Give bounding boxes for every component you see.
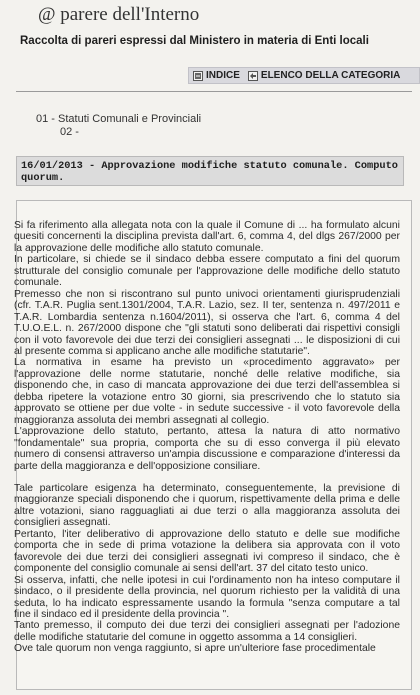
paragraph: Tale particolare esigenza ha determinato, conseguentemente, la previsione di maggioranze speciali disponendo che i quorum, rispettivamente della prima e delle altre votazioni, siano ragguagliati ai due terzi o alla maggioranza assoluta dei consiglieri assegnati. xyxy=(14,482,400,529)
paragraph: Pertanto, l'iter deliberativo di approvazione dello statuto e delle sue modifiche comporta che in sede di prima votazione la delibera sia approvata con il voto favorevole dei due terzi dei consiglieri assegnati ivi compreso il sindaco, che è componente del consiglio comunale ai sensi dell'art. 37 del citato testo unico. xyxy=(14,528,400,575)
index-link[interactable] xyxy=(193,70,240,81)
site-subtitle: Raccolta di pareri espressi dal Ministero in materia di Enti locali xyxy=(20,35,369,47)
category-label: ELENCO DELLA CATEGORIA xyxy=(260,70,401,81)
breadcrumb-level-1: 01 - Statuti Comunali e Provinciali xyxy=(36,113,202,125)
site-brand: @ parere dell'Interno xyxy=(38,4,200,25)
paragraph: Si fa riferimento alla allegata nota con la quale il Comune di ... ha formulato alcuni quesiti concernenti la disciplina prevista dall'art. 6, comma 4, del dlgs 267/2000 per la approvazione delle modifiche allo statuto comunale. xyxy=(14,220,400,254)
paragraph: La normativa in esame ha previsto un «procedimento aggravato» per l'approvazione delle norme statutarie, nonché delle relative modifiche, sia disponendo che, in caso di mancata approvazione dei due terzi dell'assemblea si debba ripetere la votazione entro 30 giorni, sia prescrivendo che lo statuto sia approvato se ottiene per due volte - in sedute successive - il voto favorevole della maggioranza assoluta dei membri assegnati al collegio. xyxy=(14,357,400,426)
paragraph: Si osserva, infatti, che nelle ipotesi in cui l'ordinamento non ha inteso computare il sindaco, o il presidente della provincia, nel quorum richiesto per la validità di una seduta, lo ha indicato espressamente usando la formula "senza computare a tal fine il sindaco ed il presidente della provincia ". xyxy=(14,574,400,620)
paragraph: Ove tale quorum non venga raggiunto, si apre un'ulteriore fase procedimentale xyxy=(14,643,376,655)
nav-bar xyxy=(188,67,420,84)
breadcrumb-level-2: 02 - xyxy=(60,126,79,138)
divider xyxy=(16,91,412,92)
paragraph: In particolare, si chiede se il sindaco debba essere computato a fini del quorum strutturale del consiglio comunale per l'approvazione delle modifiche dello statuto comunale. xyxy=(14,254,400,289)
paragraph: Tanto premesso, il computo dei due terzi dei consiglieri assegnati per l'adozione delle modifiche statutarie del comune in oggetto assomma a 14 consiglieri. xyxy=(14,620,400,643)
index-icon xyxy=(193,71,203,81)
document-body xyxy=(14,220,400,655)
category-icon xyxy=(248,71,258,81)
category-list-link[interactable] xyxy=(248,70,400,81)
record-title: 16/01/2013 - Approvazione modifiche statuto comunale. Computo quorum. xyxy=(16,156,404,186)
paragraph: L'approvazione dello statuto, pertanto, attesa la natura di atto normativo "fondamentale" sua propria, comporta che su di esso converga il più elevato numero di consensi attraverso un'ampia discussione e comparazione d'interessi da parte della maggioranza e dell'opposizione consiliare. xyxy=(14,426,400,472)
index-label: INDICE xyxy=(206,70,240,81)
paragraph: Premesso che non si riscontrano sul punto univoci orientamenti giurisprudenziali (cfr. T.A.R. Puglia sent.1301/2004, T.A.R. Lazio, sez. II ter, sentenza n. 497/2011 e T.A.R. Lombardia sentenza n.1604/2011), si osserva che l'art. 6, comma 4 del T.U.O.E.L. n. 267/2000 dispone che "gli statuti sono deliberati dai rispettivi consigli con il voto favorevole dei due terzi dei consiglieri assegnati ... le disposizioni di cui al presente comma si applicano anche alle modifiche statutarie". xyxy=(14,288,400,357)
